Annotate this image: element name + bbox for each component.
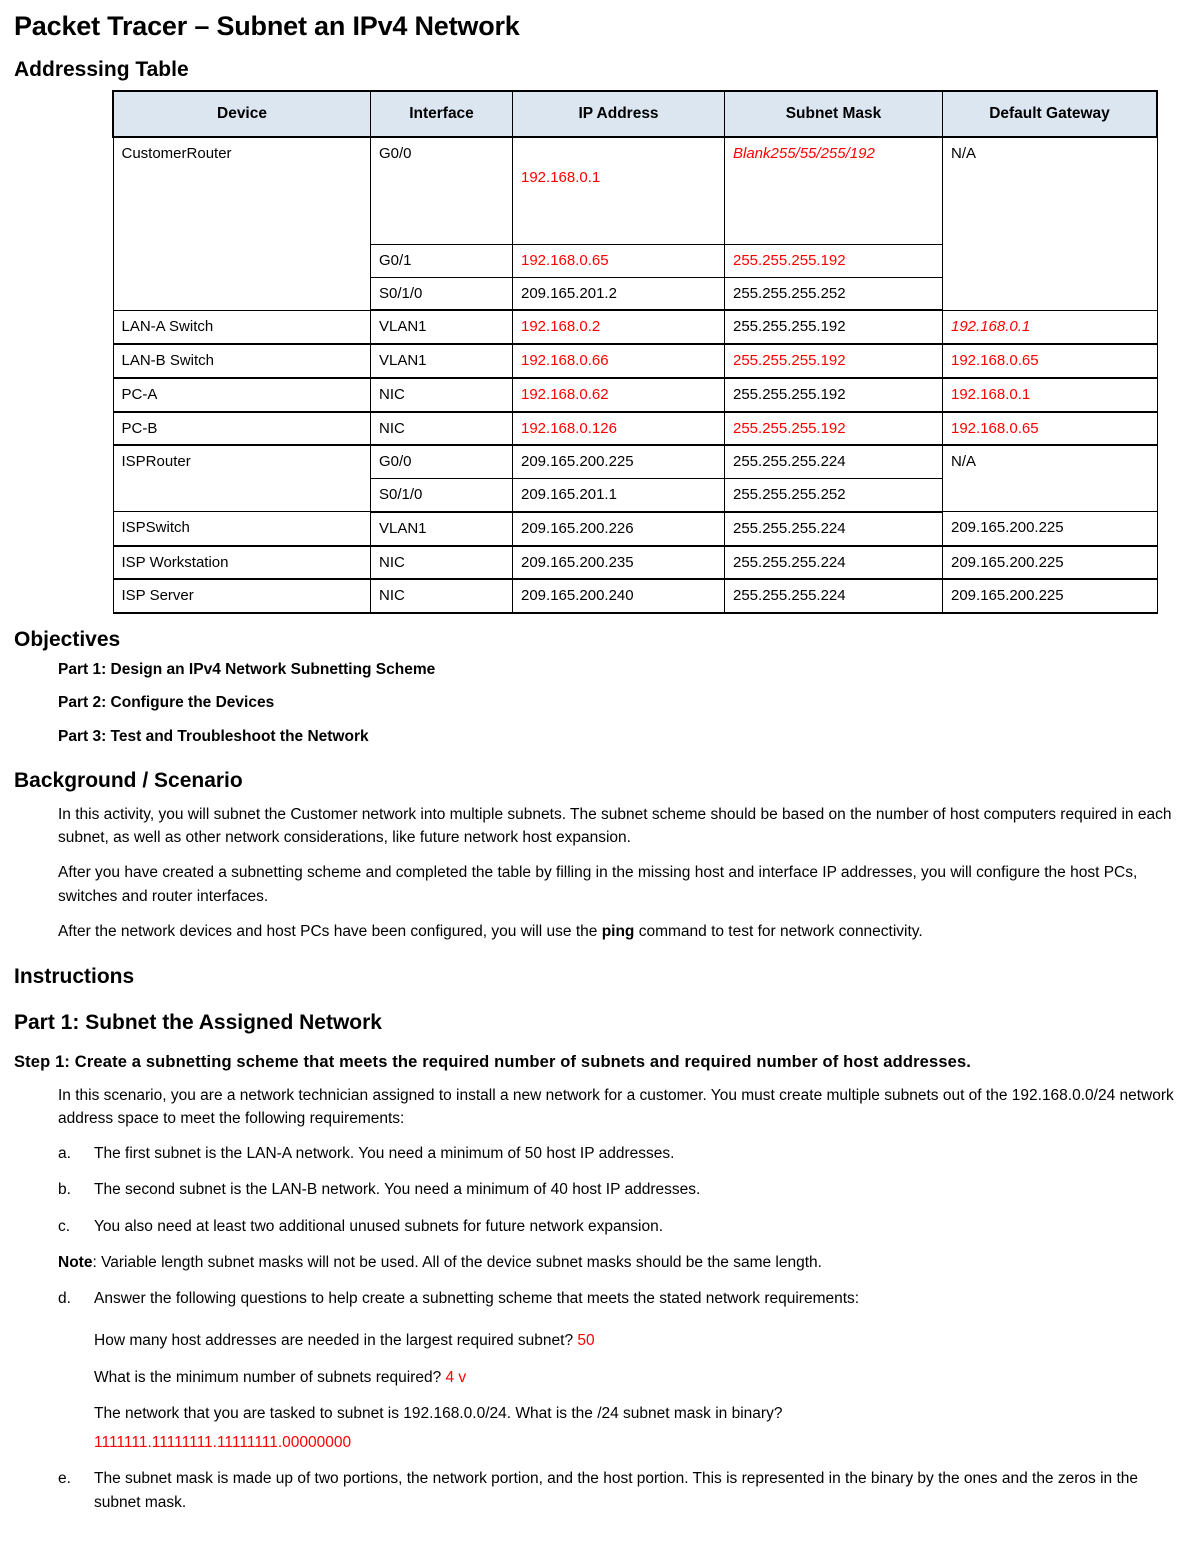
step1-intro-paragraph: In this scenario, you are a network technician assigned to install a new network for a customer. You must create multiple subnets out of the 192.168.0.0/24 network address space to meet the following requirements:: [58, 1086, 1174, 1127]
answer-min-subnets: 4 v: [445, 1368, 467, 1386]
background-paragraph-ping: [58, 920, 1178, 943]
cell-default-gateway: N/A: [943, 137, 1158, 311]
background-paragraph-2: After you have created a subnetting scheme and completed the table by filling in the missing host and interface IP addresses, you will configure the host PCs, switches and router interfaces.: [58, 864, 1138, 905]
cell-interface: VLAN1: [371, 310, 513, 344]
list-item: [58, 1287, 1178, 1310]
ping-command-bold: ping: [601, 922, 635, 940]
ping-sentence-before: After the network devices and host PCs have been configured, you will use the: [58, 922, 602, 940]
cell-ip-address: 209.165.201.2: [513, 277, 725, 310]
cell-default-gateway: 209.165.200.225: [943, 579, 1158, 613]
table-row: [113, 137, 1157, 245]
cell-device: PC-B: [113, 412, 371, 446]
cell-ip-address: 192.168.0.126: [513, 412, 725, 446]
cell-interface: G0/1: [371, 244, 513, 277]
cell-subnet-mask: 255.255.255.192: [725, 344, 943, 378]
table-row: [113, 546, 1157, 580]
question-host-addresses-text: How many host addresses are needed in the largest required subnet?: [94, 1332, 574, 1350]
cell-ip-address: 209.165.200.226: [513, 512, 725, 546]
cell-ip-address: 192.168.0.66: [513, 344, 725, 378]
cell-default-gateway: 192.168.0.1: [943, 378, 1158, 412]
cell-device: LAN-A Switch: [113, 310, 371, 344]
cell-default-gateway: 192.168.0.65: [943, 344, 1158, 378]
list-text-a: The first subnet is the LAN-A network. You need a minimum of 50 host IP addresses.: [94, 1145, 675, 1163]
cell-interface: NIC: [371, 579, 513, 613]
addressing-table-heading: Addressing Table: [14, 57, 189, 81]
question-min-subnets-text: What is the minimum number of subnets required?: [94, 1368, 442, 1386]
cell-default-gateway: 209.165.200.225: [943, 512, 1158, 546]
cell-subnet-mask: 255.255.255.192: [725, 378, 943, 412]
list-text-e: The subnet mask is made up of two portions, the network portion, and the host portion. This is represented in the binary by the ones and the zeros in the subnet mask.: [94, 1470, 1138, 1511]
background-paragraph-1: In this activity, you will subnet the Customer network into multiple subnets. The subnet scheme should be based on the number of host computers required in each subnet, as well as other network considerations, like future network host expansion.: [58, 805, 1172, 847]
cell-interface: NIC: [371, 378, 513, 412]
page-title: Packet Tracer – Subnet an IPv4 Network: [14, 11, 520, 41]
addressing-table-body: [113, 137, 1157, 613]
cell-ip-address-value: 192.168.0.1: [521, 168, 601, 186]
cell-interface: NIC: [371, 412, 513, 446]
cell-interface: S0/1/0: [371, 277, 513, 310]
list-marker-c: c.: [58, 1217, 71, 1235]
table-header-row: [113, 91, 1157, 137]
column-header-interface: Interface: [371, 91, 513, 137]
objective-part-3: Part 3: Test and Troubleshoot the Network: [58, 727, 369, 745]
cell-ip-address: 192.168.0.2: [513, 310, 725, 344]
cell-device: ISP Workstation: [113, 546, 371, 580]
cell-interface: VLAN1: [371, 344, 513, 378]
cell-ip-address: 209.165.200.225: [513, 445, 725, 478]
note-label: Note: [58, 1253, 93, 1271]
list-text-d: Answer the following questions to help create a subnetting scheme that meets the stated network requirements:: [94, 1290, 860, 1308]
cell-default-gateway: 192.168.0.1: [943, 310, 1158, 344]
cell-device: ISP Server: [113, 579, 371, 613]
cell-subnet-mask: 255.255.255.224: [725, 512, 943, 546]
cell-interface: VLAN1: [371, 512, 513, 546]
cell-subnet-mask: 255.255.255.224: [725, 445, 943, 478]
cell-subnet-mask: 255.255.255.192: [725, 412, 943, 446]
list-item: [58, 1142, 1178, 1165]
questions-list: [14, 1287, 1178, 1310]
note-text: : Variable length subnet masks will not be used. All of the device subnet masks should be the same length.: [92, 1253, 822, 1271]
cell-device: ISPRouter: [113, 445, 371, 512]
question-binary-mask: The network that you are tasked to subnet is 192.168.0.0/24. What is the /24 subnet mask in binary?: [94, 1404, 783, 1422]
list-text-b: The second subnet is the LAN-B network. You need a minimum of 40 host IP addresses.: [94, 1181, 701, 1199]
cell-interface: G0/0: [371, 137, 513, 245]
list-marker-a: a.: [58, 1145, 71, 1163]
cell-subnet-mask: 255.255.255.252: [725, 277, 943, 310]
cell-subnet-mask: 255.255.255.192: [725, 244, 943, 277]
addressing-table-head: [113, 91, 1157, 137]
table-row: [113, 445, 1157, 478]
table-row: [113, 579, 1157, 613]
cell-ip-address: [513, 137, 725, 245]
ping-sentence-after: command to test for network connectivity.: [634, 922, 923, 940]
note-line: [58, 1251, 1178, 1274]
objectives-heading: Objectives: [14, 628, 121, 652]
cell-ip-address: 209.165.200.240: [513, 579, 725, 613]
list-marker-d: d.: [58, 1290, 71, 1308]
step1-heading: Step 1: Create a subnetting scheme that meets the required number of subnets and required number of host addresses.: [14, 1053, 972, 1072]
column-header-device: Device: [113, 91, 371, 137]
column-header-default-gateway: Default Gateway: [943, 91, 1158, 137]
item-e-list: [14, 1467, 1178, 1514]
cell-subnet-mask: 255.255.255.192: [725, 310, 943, 344]
list-text-c: You also need at least two additional unused subnets for future network expansion.: [94, 1217, 664, 1235]
table-row: [113, 344, 1157, 378]
cell-subnet-mask: Blank255/55/255/192: [725, 137, 943, 245]
answer-host-addresses: 50: [577, 1332, 595, 1350]
cell-ip-address: 209.165.200.235: [513, 546, 725, 580]
cell-interface: S0/1/0: [371, 479, 513, 512]
table-row: [113, 310, 1157, 344]
question-host-addresses: [94, 1329, 1178, 1352]
column-header-subnet-mask: Subnet Mask: [725, 91, 943, 137]
list-item: [58, 1215, 1178, 1238]
cell-interface: NIC: [371, 546, 513, 580]
answer-binary-mask: 1111111.11111111.11111111.00000000: [94, 1434, 352, 1452]
addressing-table-wrapper: [112, 90, 1178, 614]
cell-subnet-mask: 255.255.255.252: [725, 479, 943, 512]
instructions-heading: Instructions: [14, 965, 135, 989]
cell-ip-address: 192.168.0.65: [513, 244, 725, 277]
cell-default-gateway: N/A: [943, 445, 1158, 512]
list-item: [58, 1178, 1178, 1201]
question-min-subnets: [94, 1366, 1178, 1389]
list-marker-b: b.: [58, 1181, 71, 1199]
part1-heading: Part 1: Subnet the Assigned Network: [14, 1011, 382, 1035]
cell-device: LAN-B Switch: [113, 344, 371, 378]
cell-ip-address: 192.168.0.62: [513, 378, 725, 412]
table-row: [113, 378, 1157, 412]
list-marker-e: e.: [58, 1470, 71, 1488]
objective-part-2: Part 2: Configure the Devices: [58, 694, 275, 712]
objective-part-1: Part 1: Design an IPv4 Network Subnetting Scheme: [58, 661, 436, 679]
cell-interface: G0/0: [371, 445, 513, 478]
table-row: [113, 412, 1157, 446]
column-header-ip-address: IP Address: [513, 91, 725, 137]
addressing-table: [112, 90, 1158, 614]
background-heading: Background / Scenario: [14, 768, 243, 792]
cell-subnet-mask: 255.255.255.224: [725, 579, 943, 613]
cell-device: CustomerRouter: [113, 137, 371, 311]
cell-ip-address: 209.165.201.1: [513, 479, 725, 512]
cell-default-gateway: 192.168.0.65: [943, 412, 1158, 446]
cell-device: PC-A: [113, 378, 371, 412]
cell-subnet-mask: 255.255.255.224: [725, 546, 943, 580]
table-row: [113, 512, 1157, 546]
cell-device: ISPSwitch: [113, 512, 371, 546]
requirements-list: [14, 1142, 1178, 1238]
cell-default-gateway: 209.165.200.225: [943, 546, 1158, 580]
list-item: [58, 1467, 1178, 1514]
